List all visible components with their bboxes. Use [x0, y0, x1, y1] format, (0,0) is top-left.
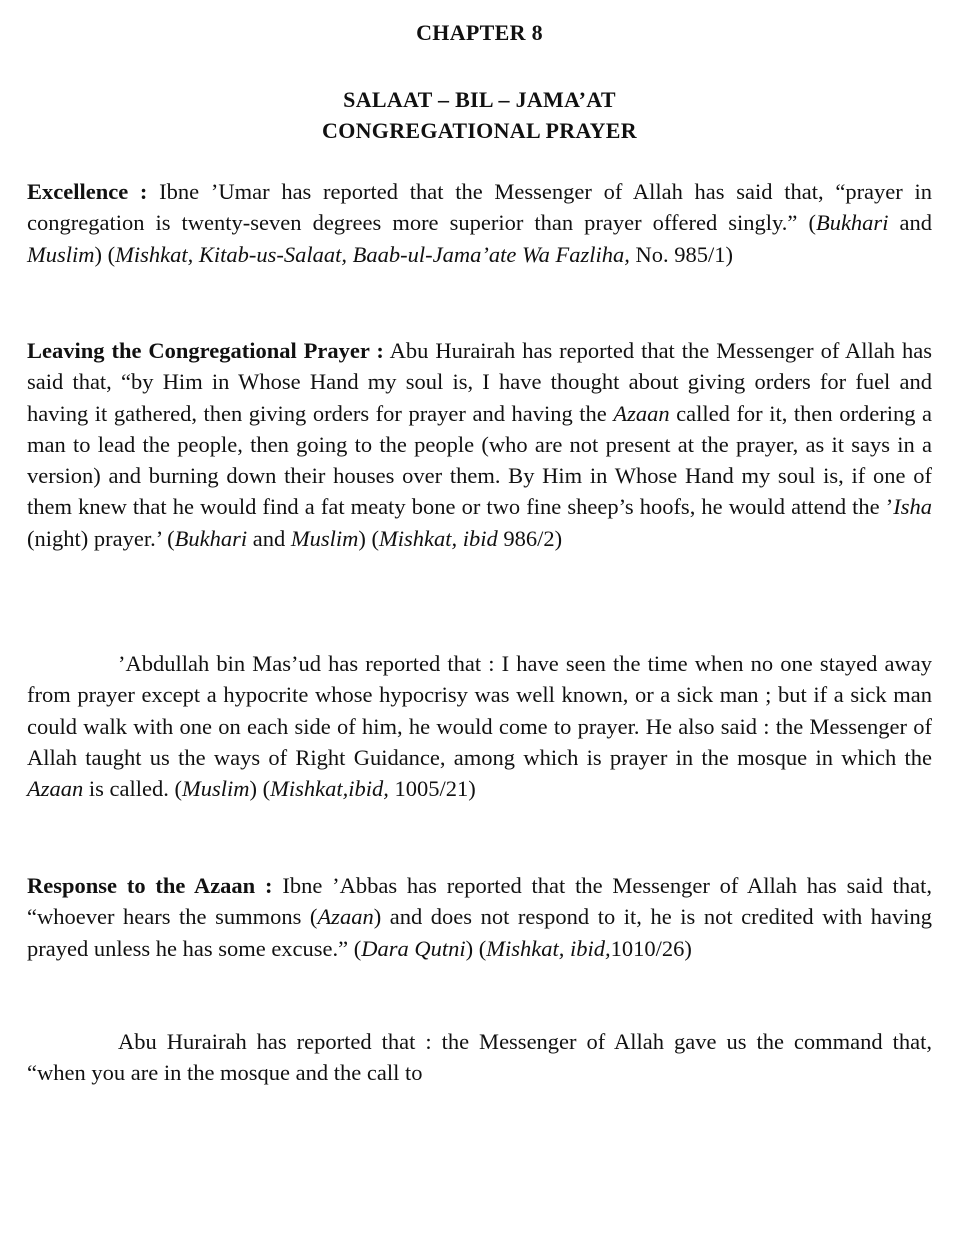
chapter-title-arabic: SALAAT – BIL – JAMA’AT — [343, 87, 616, 112]
paragraph-leaving-congregation: Leaving the Congregational Prayer : Abu Hurairah has reported that the Messenger of Allah has said that, “by Him in Whose Hand my soul is, I have thought about giving orders for fuel and having it gathered, then giving orders for prayer and having the Azaan called for it, then ordering a man to lead the people, then going to the people (who are not present at the prayer, as it says in a version) and burning down their houses over them. By Him in Whose Hand my soul is, if one of them knew that he would find a fat meaty bone or two fine sheep’s hoofs, he would attend the ’Isha (night) prayer.’ (Bukhari and Muslim) (Mishkat, ibid 986/2) — [27, 338, 932, 551]
section-label: Response to the Azaan : — [27, 873, 273, 898]
section-label: Excellence : — [27, 179, 148, 204]
chapter-title-english: CONGREGATIONAL PRAYER — [322, 118, 637, 143]
paragraph-response-azaan: Response to the Azaan : Ibne ’Abbas has reported that the Messenger of Allah has said that, “whoever hears the summons (Azaan) and does not respond to it, he is not credited with having prayed unless he has some excuse.” (Dara Qutni) (Mishkat, ibid,1010/26) — [27, 873, 933, 961]
paragraph-abdullah: ’Abdullah bin Mas’ud has reported that : I have seen the time when no one stayed away from prayer except a hypocrite whose hypocrisy was well known, or a sick man ; but if a sick man could walk with one on each side of him, he would come to prayer. He also said : the Messenger of Allah taught us the ways of Right Guidance, among which is prayer in the mosque in which the Azaan is called. (Muslim) (Mishkat,ibid, 1005/21) — [27, 651, 932, 802]
paragraph-excellence: Excellence : Ibne ’Umar has reported that the Messenger of Allah has said that, “prayer in congregation is twenty-seven degrees more superior than prayer offered singly.” (Bukhari and Muslim) (Mishkat, Kitab-us-Salaat, Baab-ul-Jama’ate Wa Fazliha, No. 985/1) — [27, 179, 933, 267]
paragraph-abu-hurairah: Abu Hurairah has reported that : the Messenger of Allah gave us the command that, “when you are in the mosque and the call to — [27, 1029, 932, 1086]
section-label: Leaving the Congregational Prayer : — [27, 338, 384, 363]
chapter-number: CHAPTER 8 — [416, 20, 543, 45]
chapter-title — [27, 84, 932, 146]
